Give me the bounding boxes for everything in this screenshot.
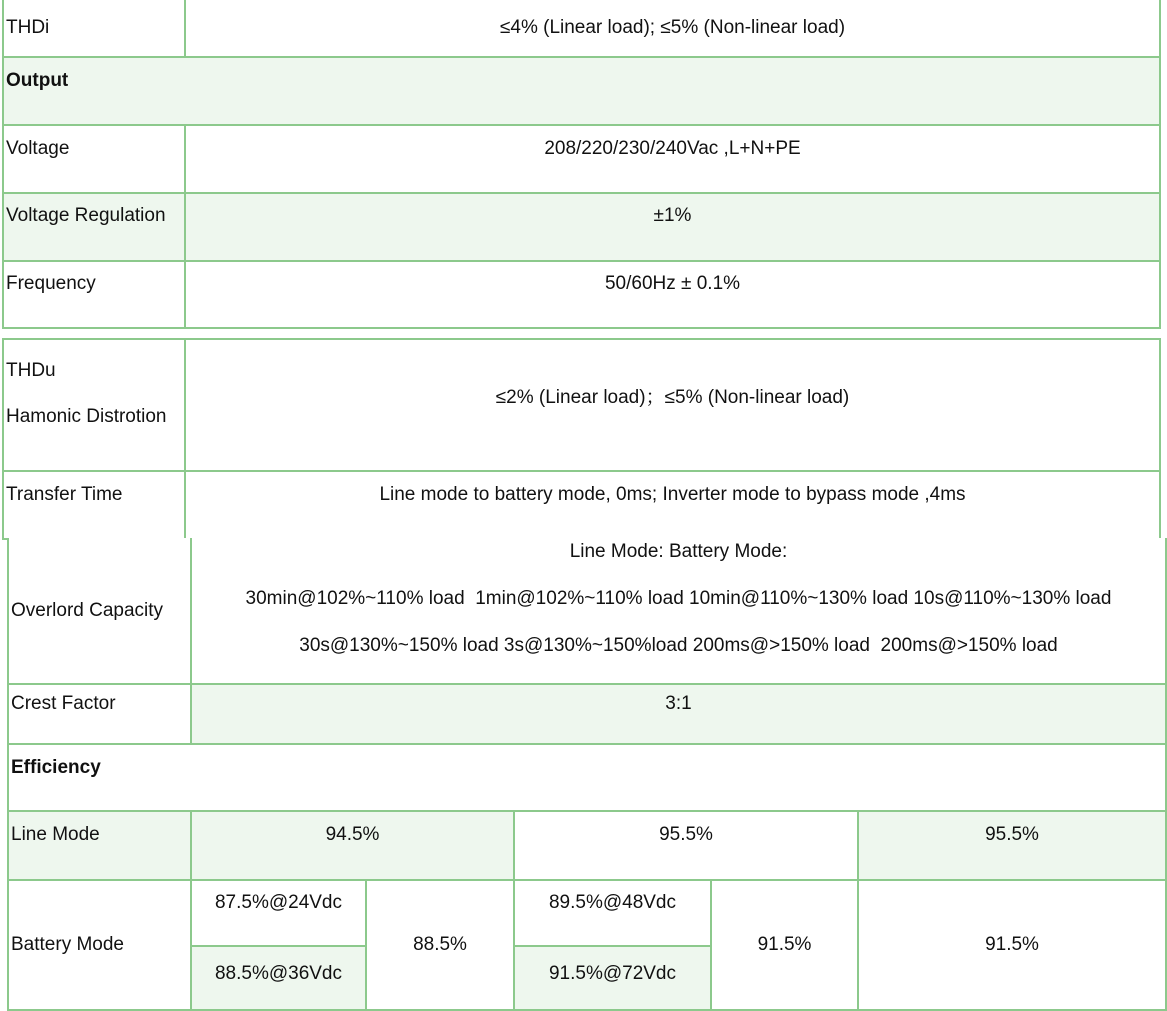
battery-mode-group2-bottom: 91.5%@72Vdc: [548, 963, 677, 984]
voltage-label-cell: [2, 124, 186, 194]
efficiency-heading-cell: [7, 743, 1167, 812]
frequency-value-cell: [184, 260, 1161, 329]
overload-line1: Line Mode: Battery Mode:: [569, 541, 788, 562]
battery-mode-group2-top-cell: [513, 879, 712, 947]
battery-mode-group1-top-cell: [190, 879, 367, 947]
overload-value-cell: [190, 538, 1167, 685]
thdu-label-line2: Hamonic Distrotion: [6, 406, 167, 427]
thdi-value: ≤4% (Linear load); ≤5% (Non-linear load): [499, 17, 846, 38]
crest-factor-value-cell: [190, 683, 1167, 745]
thdu-label-cell: [2, 338, 186, 472]
output-heading-cell: [2, 56, 1161, 126]
voltage-regulation-label: Voltage Regulation: [6, 205, 166, 226]
transfer-time-label: Transfer Time: [6, 484, 123, 505]
transfer-time-value-cell: [184, 470, 1161, 540]
overload-line3: 30s@130%~150% load 3s@130%~150%load 200ms@>150% load 200ms@>150% load: [299, 635, 1058, 656]
frequency-value: 50/60Hz ± 0.1%: [604, 273, 741, 294]
battery-mode-group2-value-cell: [710, 879, 859, 1011]
thdu-value-cell: [184, 338, 1161, 472]
battery-mode-label-cell: [7, 879, 192, 1011]
crest-factor-value: 3:1: [665, 693, 692, 714]
frequency-label-cell: [2, 260, 186, 329]
line-mode-value-1: 94.5%: [325, 824, 380, 845]
battery-mode-group1-bottom-cell: [190, 945, 367, 1011]
battery-mode-group2-top: 89.5%@48Vdc: [548, 892, 677, 913]
line-mode-value-1-cell: [190, 810, 515, 881]
battery-mode-group1-value-cell: [365, 879, 515, 1011]
battery-mode-group1-top: 87.5%@24Vdc: [214, 892, 343, 913]
battery-mode-group2-bottom-cell: [513, 945, 712, 1011]
line-mode-value-2: 95.5%: [659, 824, 713, 845]
voltage-label: Voltage: [6, 138, 70, 159]
thdi-label: THDi: [6, 17, 50, 38]
battery-mode-group3-value: 91.5%: [985, 934, 1039, 955]
transfer-time-label-cell: [2, 470, 186, 540]
output-heading: Output: [6, 70, 69, 91]
overload-label: Overlord Capacity: [11, 599, 164, 621]
battery-mode-group2-value: 91.5%: [757, 934, 812, 955]
voltage-regulation-value-cell: [184, 192, 1161, 262]
battery-mode-group1-bottom: 88.5%@36Vdc: [214, 963, 343, 984]
voltage-value-cell: [184, 124, 1161, 194]
voltage-regulation-value: ±1%: [653, 205, 692, 226]
thdu-value: ≤2% (Linear load)；≤5% (Non-linear load): [495, 387, 850, 408]
transfer-time-value: Line mode to battery mode, 0ms; Inverter mode to bypass mode ,4ms: [379, 484, 966, 505]
line-mode-value-2-cell: [513, 810, 859, 881]
thdi-value-cell: [184, 0, 1161, 58]
voltage-regulation-label-cell: [2, 192, 186, 262]
line-mode-label-cell: [7, 810, 192, 881]
battery-mode-group1-value: 88.5%: [413, 934, 467, 955]
line-mode-value-3-cell: [857, 810, 1167, 881]
line-mode-label: Line Mode: [11, 824, 100, 845]
crest-factor-label-cell: [7, 683, 192, 745]
battery-mode-label: Battery Mode: [11, 934, 124, 955]
efficiency-heading: Efficiency: [11, 757, 101, 778]
overload-label-cell: [7, 538, 192, 685]
line-mode-value-3: 95.5%: [985, 824, 1039, 845]
voltage-value: 208/220/230/240Vac ,L+N+PE: [544, 138, 801, 159]
crest-factor-label: Crest Factor: [11, 693, 116, 714]
thdi-label-cell: [2, 0, 186, 58]
frequency-label: Frequency: [6, 273, 96, 294]
battery-mode-group3-value-cell: [857, 879, 1167, 1011]
thdu-label-line1: THDu: [6, 360, 56, 381]
overload-line2: 30min@102%~110% load 1min@102%~110% load 10min@110%~130% load 10s@110%~130% load: [245, 588, 1112, 609]
